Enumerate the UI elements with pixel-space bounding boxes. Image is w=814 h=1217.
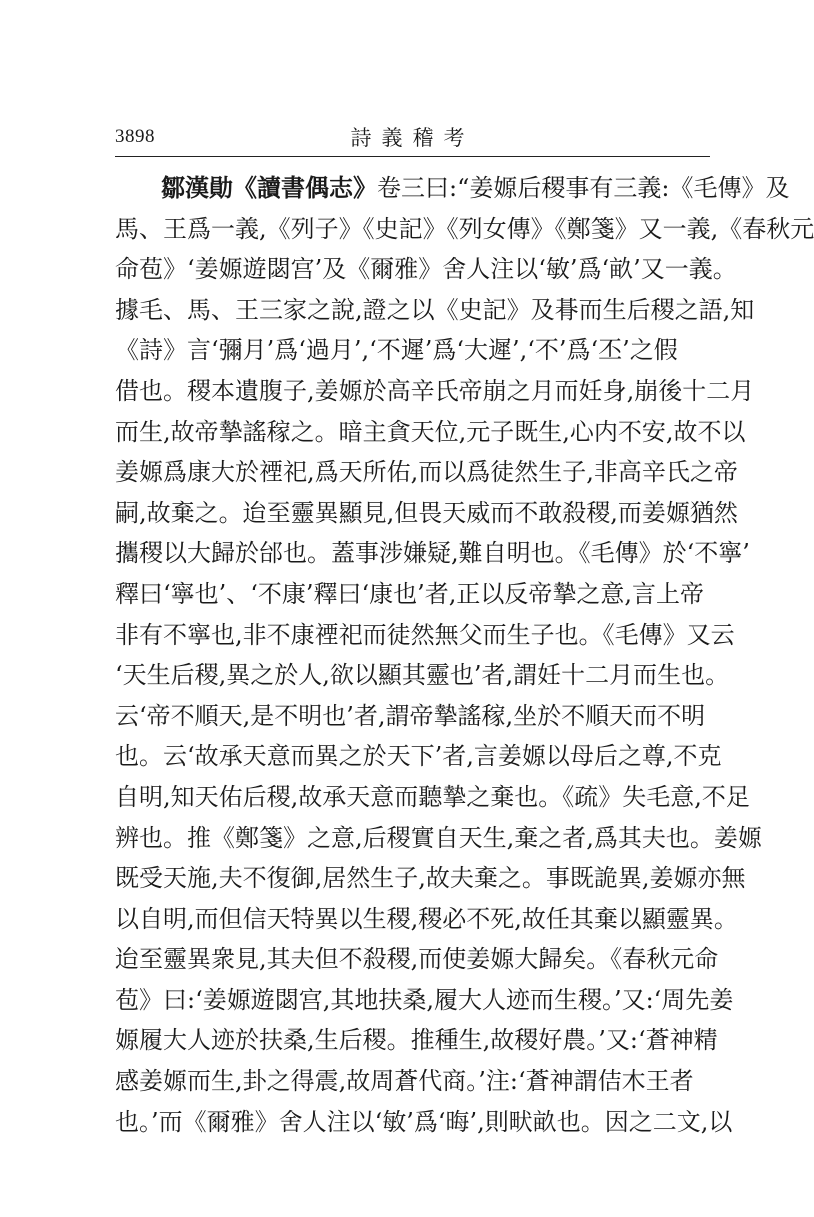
running-title: 詩義稽考 bbox=[350, 126, 475, 150]
text-line: 也。’而《爾雅》舍人注以‘敏’爲‘晦’,則畎畝也。因之二文,以 bbox=[115, 1107, 733, 1136]
text-line: ‘天生后稷,異之於人,欲以顯其靈也’者,謂妊十二月而生也。 bbox=[115, 661, 730, 690]
text-line: 釋曰‘寧也’、‘不康’釋曰‘康也’者,正以反帝摯之意,言上帝 bbox=[115, 579, 705, 608]
page-number: 3898 bbox=[115, 126, 155, 147]
text-line: 非有不寧也,非不康禋祀而徒然無父而生子也。《毛傳》又云 bbox=[115, 620, 735, 649]
text-line: 姜嫄爲康大於禋祀,爲天所佑,而以爲徒然生子,非高辛氏之帝 bbox=[115, 458, 738, 487]
body-text bbox=[115, 168, 814, 1142]
text-line-rest: 卷三曰:“姜嫄后稷事有三義:《毛傳》及 bbox=[377, 174, 790, 202]
text-line: 以自明,而但信天特異以生稷,稷必不死,故任其棄以顯靈異。 bbox=[115, 904, 738, 933]
text-line: 也。云‘故承天意而異之於天下’者,言姜嫄以母后之尊,不克 bbox=[115, 742, 722, 771]
text-line: 命苞》‘姜嫄遊閟宫’及《爾雅》舍人注以‘敏’爲‘畝’又一義。 bbox=[115, 255, 737, 284]
text-line: 馬、王爲一義,《列子》《史記》《列女傳》《鄭箋》又一義,《春秋元 bbox=[115, 214, 814, 243]
text-line: 既受天施,夫不復御,居然生子,故夫棄之。事既詭異,姜嫄亦無 bbox=[115, 864, 746, 893]
text-line: 苞》曰:‘姜嫄遊閟宫,其地扶桑,履大人迹而生稷。’又:‘周先姜 bbox=[115, 985, 734, 1014]
text-line: 嫄履大人迹於扶桑,生后稷。推種生,故稷好農。’又:‘蒼神精 bbox=[115, 1026, 718, 1055]
text-line: 嗣,故棄之。迨至靈異顯見,但畏天威而不敢殺稷,而姜嫄猶然 bbox=[115, 498, 738, 527]
text-line: 感姜嫄而生,卦之得震,故周蒼代商。’注:‘蒼神謂佶木王者 bbox=[115, 1067, 694, 1096]
text-line: 而生,故帝摯謠稼之。暗主貪天位,元子既生,心内不安,故不以 bbox=[115, 417, 746, 446]
header-rule bbox=[115, 156, 710, 157]
text-line: 自明,知天佑后稷,故承天意而聽摯之棄也。《疏》失毛意,不足 bbox=[115, 782, 750, 811]
text-line: 攜稷以大歸於邰也。蓋事涉嫌疑,難自明也。《毛傳》於‘不寧’ bbox=[115, 539, 750, 568]
text-line bbox=[115, 168, 790, 209]
page-header bbox=[115, 118, 710, 158]
text-line: 云‘帝不順天,是不明也’者,謂帝摯謠稼,坐於不順天而不明 bbox=[115, 701, 706, 730]
text-line: 辨也。推《鄭箋》之意,后稷實自天生,棄之者,爲其夫也。姜嫄 bbox=[115, 823, 762, 852]
author-work-title: 鄒漢勛《讀書偶志》 bbox=[161, 174, 377, 202]
text-line: 《詩》言‘彌月’爲‘過月’,‘不遲’爲‘大遲’,‘不’爲‘丕’之假 bbox=[115, 336, 678, 365]
text-line: 借也。稷本遺腹子,姜嫄於高辛氏帝崩之月而妊身,崩後十二月 bbox=[115, 376, 755, 405]
text-line: 據毛、馬、王三家之說,證之以《史記》及朞而生后稷之語,知 bbox=[115, 295, 755, 324]
text-line: 迨至靈異衆見,其夫但不殺稷,而使姜嫄大歸矣。《春秋元命 bbox=[115, 945, 719, 974]
